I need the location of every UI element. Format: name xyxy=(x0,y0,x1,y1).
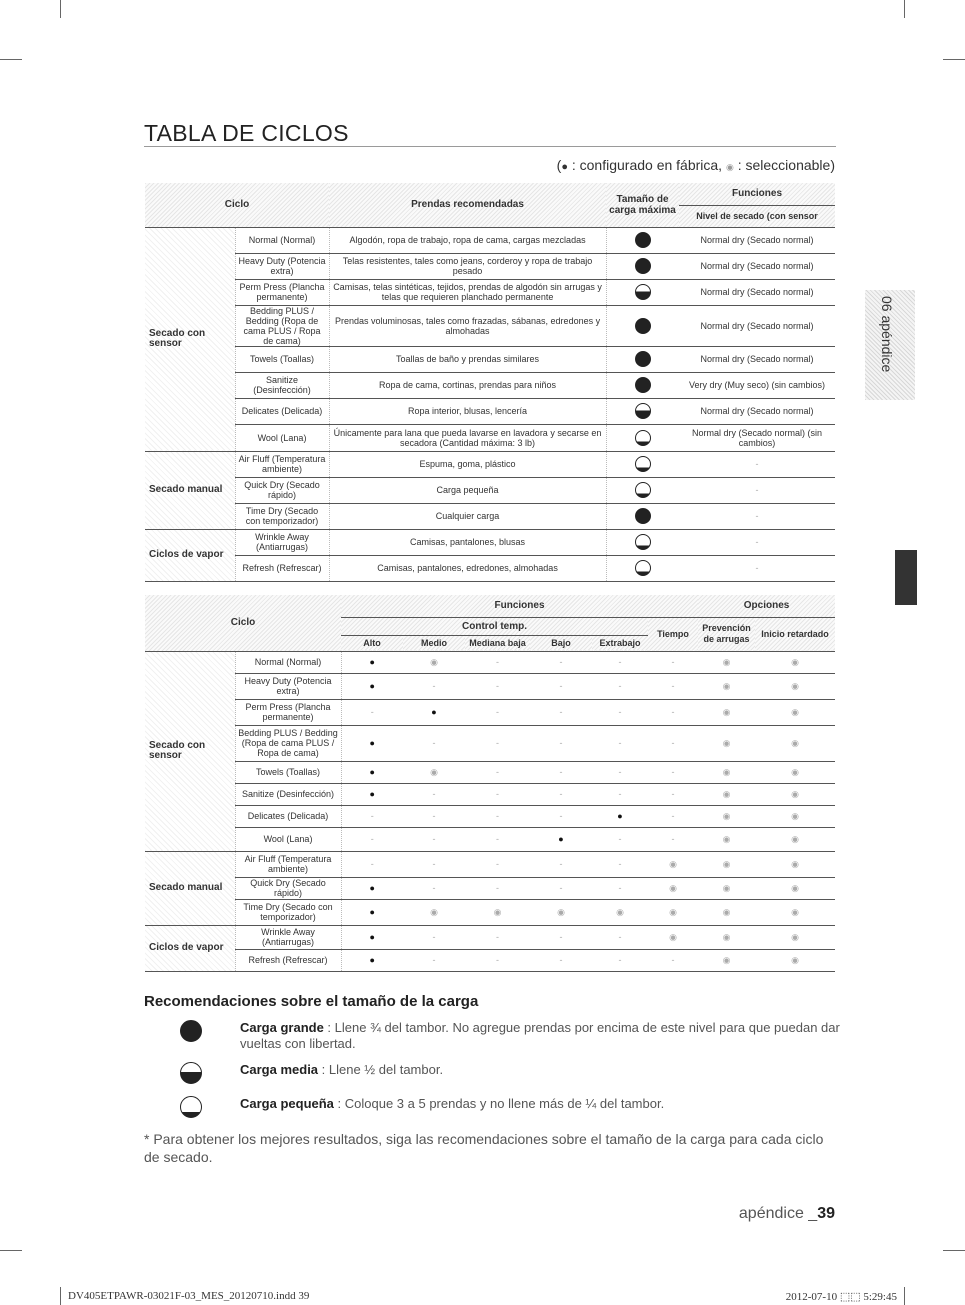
section-tab-label: 06 apéndice xyxy=(879,296,895,373)
recommended-items: Camisas, telas sintéticas, tejidos, prendas de algodón sin arrugas y telas que requieren planchado permanente xyxy=(329,279,606,305)
cycle-name: Refresh (Refrescar) xyxy=(235,949,341,971)
recommended-items: Cualquier carga xyxy=(329,503,606,529)
option-cell: - xyxy=(465,699,530,725)
option-cell: ◉ xyxy=(755,761,835,783)
option-cell: ● xyxy=(530,827,592,851)
option-cell: - xyxy=(592,783,648,805)
option-cell: - xyxy=(341,827,403,851)
table-row xyxy=(145,346,835,372)
option-cell: - xyxy=(465,877,530,899)
option-cell: ◉ xyxy=(698,827,755,851)
option-cell: ● xyxy=(341,673,403,699)
page-number xyxy=(739,1205,835,1223)
option-cell: ◉ xyxy=(755,699,835,725)
option-cell: - xyxy=(530,783,592,805)
page-number-value: 39 xyxy=(817,1205,835,1222)
option-cell: ◉ xyxy=(698,783,755,805)
recommended-items: Carga pequeña xyxy=(329,477,606,503)
load-size-cell xyxy=(606,279,679,305)
print-footer-right: 2012-07-10 ⬚⬚ 5:29:45 xyxy=(785,1291,897,1303)
option-cell: - xyxy=(530,851,592,877)
option-cell: - xyxy=(465,783,530,805)
recommended-items: Ropa de cama, cortinas, prendas para niños xyxy=(329,372,606,398)
full-load-icon xyxy=(635,508,651,524)
dry-level: Normal dry (Secado normal) (sin cambios) xyxy=(679,424,835,451)
option-cell: ◉ xyxy=(403,761,465,783)
option-cell: - xyxy=(341,699,403,725)
header-mediana-baja: Mediana baja xyxy=(465,635,530,651)
load-size-cell xyxy=(606,529,679,555)
header-tamano: Tamaño de carga máxima xyxy=(606,183,679,227)
medium-load-text: : Llene ½ del tambor. xyxy=(318,1062,444,1077)
load-size-cell xyxy=(606,424,679,451)
option-cell: ◉ xyxy=(755,925,835,949)
option-cell: - xyxy=(465,827,530,851)
option-cell: ◉ xyxy=(698,851,755,877)
crop-mark xyxy=(0,1250,22,1251)
option-cell: ◉ xyxy=(698,899,755,925)
header-opciones: Opciones xyxy=(698,595,835,617)
header-inicio-retardado: Inicio retardado xyxy=(755,617,835,651)
header-alto: Alto xyxy=(341,635,403,651)
title-divider xyxy=(144,146,836,147)
header-extrabajo: Extrabajo xyxy=(592,635,648,651)
option-cell: - xyxy=(530,805,592,827)
cycle-name: Bedding PLUS / Bedding (Ropa de cama PLUS / Ropa de cama) xyxy=(235,305,329,346)
option-cell: ● xyxy=(341,899,403,925)
cycle-name: Delicates (Delicada) xyxy=(235,805,341,827)
table-row xyxy=(145,925,835,949)
option-cell: - xyxy=(648,805,698,827)
cycle-name: Heavy Duty (Potencia extra) xyxy=(235,673,341,699)
small-load-icon xyxy=(635,560,651,576)
header-prevencion: Prevención de arrugas xyxy=(698,617,755,651)
option-cell: - xyxy=(465,949,530,971)
table-row xyxy=(145,227,835,253)
cycle-name: Air Fluff (Temperatura ambiente) xyxy=(235,451,329,477)
option-cell: ● xyxy=(341,783,403,805)
option-cell: ● xyxy=(341,877,403,899)
option-cell: ● xyxy=(341,651,403,673)
option-cell: - xyxy=(648,725,698,761)
option-cell: - xyxy=(648,783,698,805)
option-cell: - xyxy=(403,783,465,805)
load-size-cell xyxy=(606,372,679,398)
crop-mark xyxy=(943,1250,965,1251)
dry-level: - xyxy=(679,503,835,529)
page-section: apéndice _ xyxy=(738,1205,818,1222)
small-load-label: Carga pequeña xyxy=(240,1096,334,1111)
table-row xyxy=(145,477,835,503)
crop-mark xyxy=(943,59,965,60)
header-control-temp: Control temp. xyxy=(341,617,648,635)
option-cell: - xyxy=(592,877,648,899)
cycle-name: Delicates (Delicada) xyxy=(235,398,329,424)
dry-level: - xyxy=(679,555,835,581)
recommended-items: Espuma, goma, plástico xyxy=(329,451,606,477)
option-cell: - xyxy=(465,761,530,783)
option-cell: - xyxy=(403,851,465,877)
medium-load-icon xyxy=(180,1062,202,1084)
large-load-icon xyxy=(180,1020,202,1042)
dry-level: Normal dry (Secado normal) xyxy=(679,398,835,424)
group-label: Ciclos de vapor xyxy=(145,529,235,581)
header-funciones: Funciones xyxy=(341,595,698,617)
option-cell: ◉ xyxy=(755,827,835,851)
option-cell: - xyxy=(530,725,592,761)
crop-mark xyxy=(60,1287,61,1305)
option-cell: - xyxy=(592,925,648,949)
cycle-name: Quick Dry (Secado rápido) xyxy=(235,477,329,503)
table-row xyxy=(145,424,835,451)
option-cell: ◉ xyxy=(698,877,755,899)
option-cell: - xyxy=(403,725,465,761)
group-label: Secado con sensor xyxy=(145,651,235,851)
table-row xyxy=(145,253,835,279)
option-cell: - xyxy=(648,949,698,971)
cycle-name: Wool (Lana) xyxy=(235,827,341,851)
page-title: TABLA DE CICLOS xyxy=(144,120,349,146)
full-load-icon xyxy=(635,318,651,334)
table-row xyxy=(145,305,835,346)
group-label: Secado con sensor xyxy=(145,227,235,451)
option-cell: - xyxy=(403,877,465,899)
small-load-icon xyxy=(635,456,651,472)
option-cell: ◉ xyxy=(755,899,835,925)
full-load-icon xyxy=(635,258,651,274)
crop-mark xyxy=(904,0,905,18)
table-row xyxy=(145,699,835,725)
option-cell: - xyxy=(648,761,698,783)
crop-mark xyxy=(0,59,22,60)
section-tab xyxy=(865,290,915,400)
footnote: * Para obtener los mejores resultados, siga las recomendaciones sobre el tamaño de la carga para cada ciclo de secado. xyxy=(144,1131,824,1165)
small-load-icon xyxy=(180,1096,202,1118)
full-load-icon xyxy=(635,351,651,367)
cycle-name: Wrinkle Away (Antiarrugas) xyxy=(235,529,329,555)
medium-load-icon xyxy=(635,403,651,419)
option-cell: ● xyxy=(341,725,403,761)
option-cell: - xyxy=(592,725,648,761)
option-cell: - xyxy=(530,699,592,725)
cycle-name: Sanitize (Desinfección) xyxy=(235,372,329,398)
option-cell: ● xyxy=(341,925,403,949)
table-row xyxy=(145,451,835,477)
header-ciclo: Ciclo xyxy=(145,595,341,651)
section-marker xyxy=(895,550,917,605)
legend-prefix: ( xyxy=(556,157,562,173)
option-cell: ◉ xyxy=(648,899,698,925)
cycle-name: Perm Press (Plancha permanente) xyxy=(235,279,329,305)
table-row xyxy=(145,899,835,925)
option-cell: ◉ xyxy=(698,949,755,971)
cycle-name: Refresh (Refrescar) xyxy=(235,555,329,581)
small-load-text: : Coloque 3 a 5 prendas y no llene más de ¼ del tambor. xyxy=(333,1096,665,1111)
option-cell: ◉ xyxy=(648,851,698,877)
recommended-items: Únicamente para lana que pueda lavarse en lavadora y secarse en secadora (Cantidad máxima: 3 lb) xyxy=(329,424,606,451)
option-cell: ◉ xyxy=(755,851,835,877)
option-cell: - xyxy=(403,827,465,851)
option-cell: - xyxy=(592,673,648,699)
option-cell: - xyxy=(530,673,592,699)
legend-selectable-text: : seleccionable) xyxy=(733,157,835,173)
dry-level: Normal dry (Secado normal) xyxy=(679,227,835,253)
option-cell: - xyxy=(648,827,698,851)
recommended-items: Telas resistentes, tales como jeans, corderoy y ropa de trabajo pesado xyxy=(329,253,606,279)
header-bajo: Bajo xyxy=(530,635,592,651)
option-cell: ◉ xyxy=(648,925,698,949)
cycle-name: Perm Press (Plancha permanente) xyxy=(235,699,341,725)
option-cell: ● xyxy=(341,949,403,971)
large-load-text: : Llene ¾ del tambor. No agregue prendas por encima de este nivel para que puedan dar vueltas con libertad. xyxy=(240,1020,840,1051)
dry-level: Normal dry (Secado normal) xyxy=(679,253,835,279)
option-cell: ● xyxy=(403,699,465,725)
cycle-name: Time Dry (Secado con temporizador) xyxy=(235,503,329,529)
group-label: Ciclos de vapor xyxy=(145,925,235,971)
option-cell: - xyxy=(341,851,403,877)
option-cell: ◉ xyxy=(755,673,835,699)
group-label: Secado manual xyxy=(145,851,235,925)
option-cell: - xyxy=(648,673,698,699)
option-cell: - xyxy=(341,805,403,827)
option-cell: - xyxy=(592,949,648,971)
load-size-cell xyxy=(606,305,679,346)
table-row xyxy=(145,651,835,673)
option-cell: - xyxy=(592,851,648,877)
load-size-cell xyxy=(606,253,679,279)
option-cell: ◉ xyxy=(755,877,835,899)
table-row xyxy=(145,851,835,877)
header-funciones: Funciones xyxy=(679,183,835,205)
option-cell: - xyxy=(592,699,648,725)
option-cell: - xyxy=(592,651,648,673)
header-nivel-secado: Nivel de secado (con sensor xyxy=(679,205,835,227)
small-load-icon xyxy=(635,534,651,550)
dry-level: Normal dry (Secado normal) xyxy=(679,279,835,305)
recommended-items: Camisas, pantalones, blusas xyxy=(329,529,606,555)
header-medio: Medio xyxy=(403,635,465,651)
cycle-name: Time Dry (Secado con temporizador) xyxy=(235,899,341,925)
cycle-name: Heavy Duty (Potencia extra) xyxy=(235,253,329,279)
legend-factory-text: : configurado en fábrica, xyxy=(567,157,726,173)
option-cell: ◉ xyxy=(698,805,755,827)
option-cell: - xyxy=(465,673,530,699)
table-row xyxy=(145,503,835,529)
table-row xyxy=(145,555,835,581)
recommended-items: Ropa interior, blusas, lencería xyxy=(329,398,606,424)
legend xyxy=(557,157,835,173)
table-row xyxy=(145,529,835,555)
option-cell: - xyxy=(465,651,530,673)
group-label: Secado manual xyxy=(145,451,235,529)
cycle-name: Sanitize (Desinfección) xyxy=(235,783,341,805)
option-cell: - xyxy=(530,925,592,949)
option-cell: ◉ xyxy=(698,725,755,761)
cycle-table xyxy=(145,183,835,582)
option-cell: - xyxy=(465,725,530,761)
functions-table xyxy=(145,595,835,972)
full-load-icon xyxy=(635,232,651,248)
option-cell: ◉ xyxy=(698,673,755,699)
option-cell: - xyxy=(465,925,530,949)
small-load-icon xyxy=(635,430,651,446)
load-size-cell xyxy=(606,555,679,581)
option-cell: ◉ xyxy=(698,651,755,673)
option-cell: ◉ xyxy=(403,651,465,673)
option-cell: - xyxy=(403,673,465,699)
small-load-icon xyxy=(635,482,651,498)
load-size-cell xyxy=(606,398,679,424)
dry-level: Normal dry (Secado normal) xyxy=(679,305,835,346)
table-row xyxy=(145,805,835,827)
cycle-name: Quick Dry (Secado rápido) xyxy=(235,877,341,899)
option-cell: - xyxy=(530,949,592,971)
factory-dot-icon: ● xyxy=(561,161,568,173)
option-cell: ◉ xyxy=(592,899,648,925)
table-row xyxy=(145,877,835,899)
cycle-name: Air Fluff (Temperatura ambiente) xyxy=(235,851,341,877)
table-row xyxy=(145,673,835,699)
medium-load-icon xyxy=(635,284,651,300)
load-size-cell xyxy=(606,451,679,477)
table-row xyxy=(145,725,835,761)
option-cell: - xyxy=(592,761,648,783)
table-row xyxy=(145,372,835,398)
option-cell: - xyxy=(648,699,698,725)
load-size-cell xyxy=(606,503,679,529)
header-tiempo: Tiempo xyxy=(648,617,698,651)
option-cell: ◉ xyxy=(755,651,835,673)
option-cell: - xyxy=(530,877,592,899)
option-cell: ◉ xyxy=(755,725,835,761)
cycle-name: Bedding PLUS / Bedding (Ropa de cama PLUS / Ropa de cama) xyxy=(235,725,341,761)
load-size-cell xyxy=(606,227,679,253)
option-cell: ● xyxy=(592,805,648,827)
option-cell: - xyxy=(530,761,592,783)
option-cell: - xyxy=(530,651,592,673)
dry-level: Normal dry (Secado normal) xyxy=(679,346,835,372)
table-row xyxy=(145,279,835,305)
load-size-cell xyxy=(606,477,679,503)
option-cell: ◉ xyxy=(530,899,592,925)
large-load-label: Carga grande xyxy=(240,1020,324,1035)
dry-level: - xyxy=(679,477,835,503)
dry-level: Very dry (Muy seco) (sin cambios) xyxy=(679,372,835,398)
option-cell: ◉ xyxy=(755,805,835,827)
recommended-items: Prendas voluminosas, tales como frazadas, sábanas, edredones y almohadas xyxy=(329,305,606,346)
cycle-name: Towels (Toallas) xyxy=(235,761,341,783)
option-cell: ◉ xyxy=(465,899,530,925)
recommended-items: Toallas de baño y prendas similares xyxy=(329,346,606,372)
cycle-name: Normal (Normal) xyxy=(235,651,341,673)
cycle-name: Wrinkle Away (Antiarrugas) xyxy=(235,925,341,949)
option-cell: - xyxy=(403,925,465,949)
option-cell: ◉ xyxy=(698,925,755,949)
option-cell: - xyxy=(465,805,530,827)
option-cell: - xyxy=(592,827,648,851)
option-cell: ● xyxy=(341,761,403,783)
print-footer-left: DV405ETPAWR-03021F-03_MES_20120710.indd 39 xyxy=(68,1290,310,1302)
table-row xyxy=(145,783,835,805)
option-cell: ◉ xyxy=(698,699,755,725)
header-prendas: Prendas recomendadas xyxy=(329,183,606,227)
medium-load-label: Carga media xyxy=(240,1062,319,1077)
header-ciclo: Ciclo xyxy=(145,183,329,227)
table-row xyxy=(145,827,835,851)
table-row xyxy=(145,761,835,783)
option-cell: - xyxy=(403,949,465,971)
dry-level: - xyxy=(679,529,835,555)
recommended-items: Algodón, ropa de trabajo, ropa de cama, cargas mezcladas xyxy=(329,227,606,253)
option-cell: ◉ xyxy=(698,761,755,783)
crop-mark xyxy=(60,0,61,18)
option-cell: ◉ xyxy=(403,899,465,925)
option-cell: ◉ xyxy=(755,949,835,971)
option-cell: ◉ xyxy=(755,783,835,805)
option-cell: - xyxy=(648,651,698,673)
table-row xyxy=(145,949,835,971)
cycle-name: Wool (Lana) xyxy=(235,424,329,451)
selectable-dot-icon: ◉ xyxy=(725,162,734,172)
cycle-name: Towels (Toallas) xyxy=(235,346,329,372)
load-size-cell xyxy=(606,346,679,372)
recommended-items: Camisas, pantalones, edredones, almohadas xyxy=(329,555,606,581)
option-cell: - xyxy=(465,851,530,877)
option-cell: ◉ xyxy=(648,877,698,899)
recommendations-title: Recomendaciones sobre el tamaño de la carga xyxy=(144,993,479,1010)
full-load-icon xyxy=(635,377,651,393)
option-cell: - xyxy=(403,805,465,827)
dry-level: - xyxy=(679,451,835,477)
cycle-name: Normal (Normal) xyxy=(235,227,329,253)
table-row xyxy=(145,398,835,424)
crop-mark xyxy=(904,1287,905,1305)
